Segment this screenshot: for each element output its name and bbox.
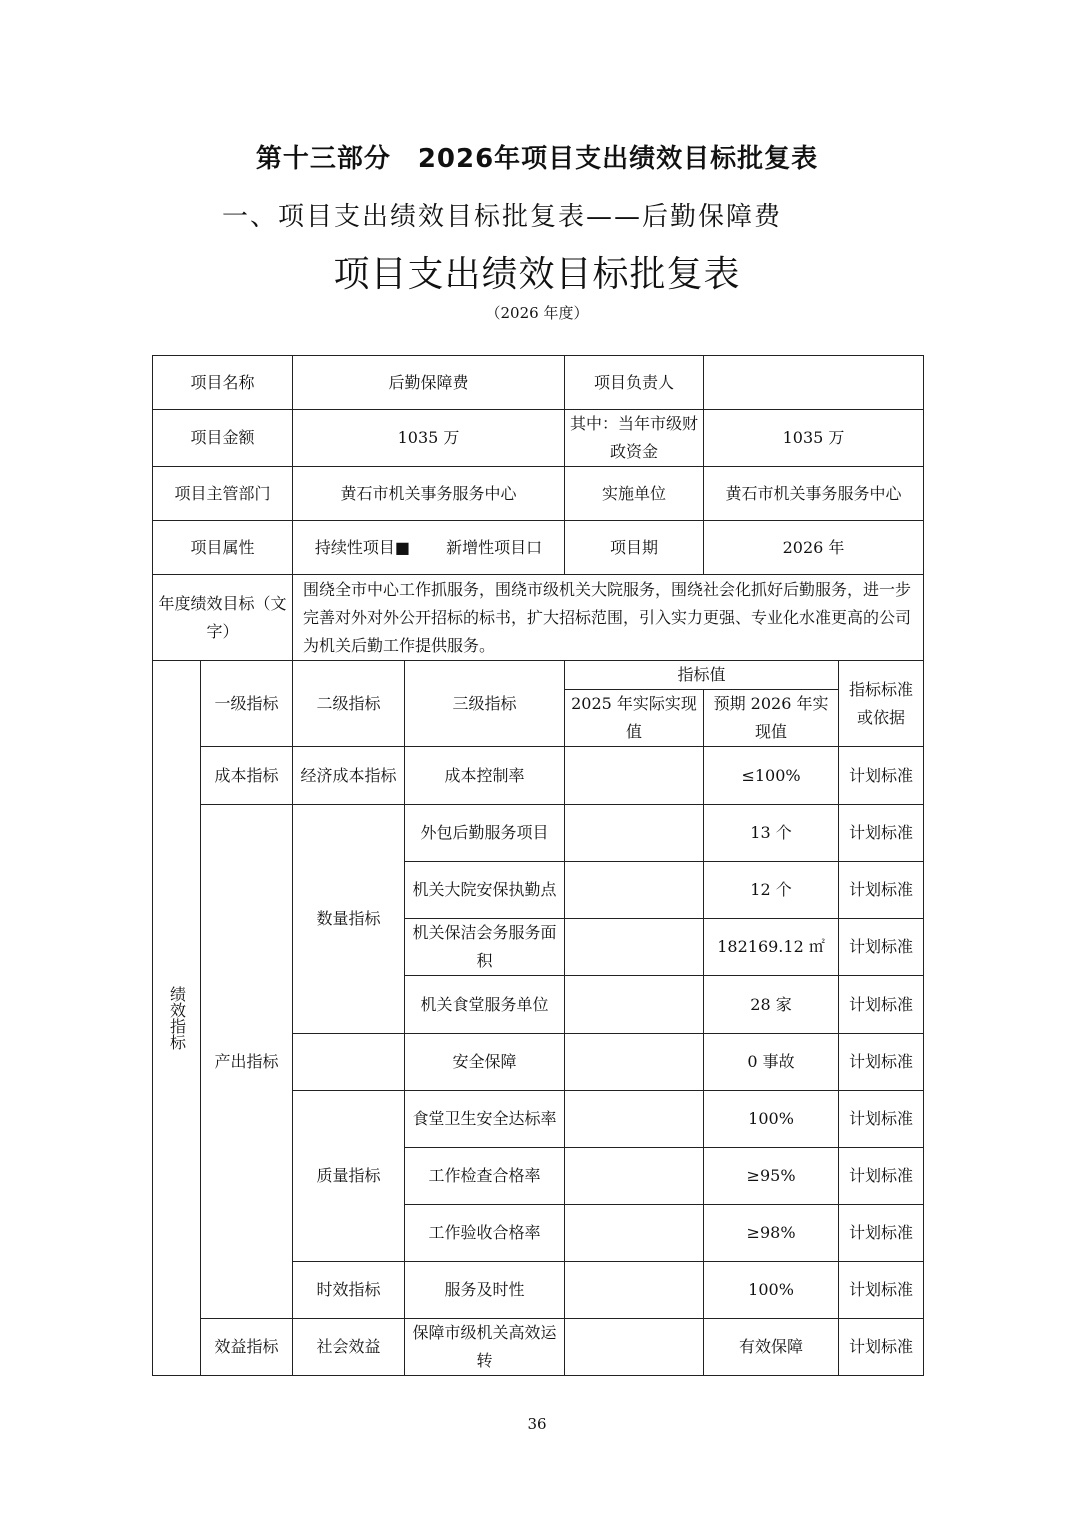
level2-cell bbox=[293, 1034, 405, 1091]
indicator-header-row bbox=[153, 661, 924, 690]
owner-label: 项目负责人 bbox=[565, 356, 704, 410]
actual-cell bbox=[565, 805, 704, 862]
project-name-label: 项目名称 bbox=[153, 356, 293, 410]
header-level3: 三级指标 bbox=[405, 661, 565, 747]
actual-cell bbox=[565, 1034, 704, 1091]
standard-cell: 计划标准 bbox=[839, 1319, 924, 1376]
standard-cell: 计划标准 bbox=[839, 1148, 924, 1205]
actual-cell bbox=[565, 1205, 704, 1262]
standard-cell: 计划标准 bbox=[839, 1091, 924, 1148]
level3-cell: 成本控制率 bbox=[405, 747, 565, 805]
level2-cell: 质量指标 bbox=[293, 1091, 405, 1262]
fiscal-amount: 1035 万 bbox=[704, 410, 924, 467]
expected-cell: ≥98% bbox=[704, 1205, 839, 1262]
standard-cell: 计划标准 bbox=[839, 805, 924, 862]
level3-cell: 食堂卫生安全达标率 bbox=[405, 1091, 565, 1148]
attr-continuing: 持续性项目■ bbox=[314, 537, 410, 557]
actual-cell bbox=[565, 1319, 704, 1376]
actual-cell bbox=[565, 1262, 704, 1319]
table-row bbox=[153, 747, 924, 805]
dept-label: 项目主管部门 bbox=[153, 467, 293, 521]
section-title: 一、项目支出绩效目标批复表——后勤保障费 bbox=[222, 202, 783, 232]
project-name: 后勤保障费 bbox=[293, 356, 565, 410]
period-value: 2026 年 bbox=[704, 521, 924, 575]
header-level1: 一级指标 bbox=[201, 661, 293, 747]
actual-cell bbox=[565, 747, 704, 805]
part-title: 第十三部分 2026年项目支出绩效目标批复表 bbox=[255, 144, 819, 174]
header-value: 指标值 bbox=[565, 661, 839, 690]
level3-cell: 机关大院安保执勤点 bbox=[405, 862, 565, 919]
page-number: 36 bbox=[527, 1415, 547, 1433]
goal-text: 围绕全市中心工作抓服务，围绕市级机关大院服务，围绕社会化抓好后勤服务，进一步完善对外对外公开招标的标书，扩大招标范围，引入实力更强、专业化水准更高的公司为机关后勤工作提供服务。 bbox=[293, 575, 924, 661]
level2-cell: 数量指标 bbox=[293, 805, 405, 1034]
expected-cell: 182169.12 ㎡ bbox=[704, 919, 839, 976]
header-standard: 指标标准或依据 bbox=[839, 661, 924, 747]
year-note: （2026 年度） bbox=[485, 304, 589, 322]
level3-cell: 机关保洁会务服务面积 bbox=[405, 919, 565, 976]
info-row-attr bbox=[153, 521, 924, 575]
level3-cell: 外包后勤服务项目 bbox=[405, 805, 565, 862]
standard-cell: 计划标准 bbox=[839, 1262, 924, 1319]
owner-value bbox=[704, 356, 924, 410]
expected-cell: ≤100% bbox=[704, 747, 839, 805]
info-row-amount bbox=[153, 410, 924, 467]
period-label: 项目期 bbox=[565, 521, 704, 575]
actual-cell bbox=[565, 1148, 704, 1205]
header-actual-2025: 2025 年实际实现值 bbox=[565, 690, 704, 747]
info-row-goal bbox=[153, 575, 924, 661]
standard-cell: 计划标准 bbox=[839, 1034, 924, 1091]
expected-cell: 100% bbox=[704, 1091, 839, 1148]
table-title: 项目支出绩效目标批复表 bbox=[333, 254, 741, 295]
amount-label: 项目金额 bbox=[153, 410, 293, 467]
attr-new: 新增性项目口 bbox=[446, 537, 543, 557]
actual-cell bbox=[565, 862, 704, 919]
level3-cell: 工作检查合格率 bbox=[405, 1148, 565, 1205]
standard-cell: 计划标准 bbox=[839, 747, 924, 805]
level3-cell: 服务及时性 bbox=[405, 1262, 565, 1319]
dept-value: 黄石市机关事务服务中心 bbox=[293, 467, 565, 521]
expected-cell: 28 家 bbox=[704, 976, 839, 1034]
expected-cell: 100% bbox=[704, 1262, 839, 1319]
actual-cell bbox=[565, 1091, 704, 1148]
info-row-dept bbox=[153, 467, 924, 521]
standard-cell: 计划标准 bbox=[839, 1205, 924, 1262]
expected-cell: 12 个 bbox=[704, 862, 839, 919]
level2-cell: 时效指标 bbox=[293, 1262, 405, 1319]
standard-cell: 计划标准 bbox=[839, 919, 924, 976]
fiscal-label: 其中：当年市级财政资金 bbox=[565, 410, 704, 467]
standard-cell: 计划标准 bbox=[839, 862, 924, 919]
impl-label: 实施单位 bbox=[565, 467, 704, 521]
standard-cell: 计划标准 bbox=[839, 976, 924, 1034]
level1-cell: 效益指标 bbox=[201, 1319, 293, 1376]
amount-value: 1035 万 bbox=[293, 410, 565, 467]
info-row-name bbox=[153, 356, 924, 410]
level2-cell: 经济成本指标 bbox=[293, 747, 405, 805]
level3-cell: 机关食堂服务单位 bbox=[405, 976, 565, 1034]
level2-cell: 社会效益 bbox=[293, 1319, 405, 1376]
expected-cell: 有效保障 bbox=[704, 1319, 839, 1376]
table-row bbox=[153, 805, 924, 862]
indicator-section-label: 绩效指标 bbox=[153, 661, 201, 1376]
actual-cell bbox=[565, 976, 704, 1034]
level1-cell: 成本指标 bbox=[201, 747, 293, 805]
table-row bbox=[153, 1319, 924, 1376]
expected-cell: ≥95% bbox=[704, 1148, 839, 1205]
actual-cell bbox=[565, 919, 704, 976]
header-expected-2026: 预期 2026 年实现值 bbox=[704, 690, 839, 747]
performance-target-table bbox=[152, 355, 924, 1376]
attr-label: 项目属性 bbox=[153, 521, 293, 575]
level3-cell: 工作验收合格率 bbox=[405, 1205, 565, 1262]
impl-value: 黄石市机关事务服务中心 bbox=[704, 467, 924, 521]
level1-cell: 产出指标 bbox=[201, 805, 293, 1319]
level3-cell: 保障市级机关高效运转 bbox=[405, 1319, 565, 1376]
header-level2: 二级指标 bbox=[293, 661, 405, 747]
expected-cell: 13 个 bbox=[704, 805, 839, 862]
goal-label: 年度绩效目标（文字） bbox=[153, 575, 293, 661]
expected-cell: 0 事故 bbox=[704, 1034, 839, 1091]
level3-cell: 安全保障 bbox=[405, 1034, 565, 1091]
attr-value bbox=[293, 521, 565, 575]
